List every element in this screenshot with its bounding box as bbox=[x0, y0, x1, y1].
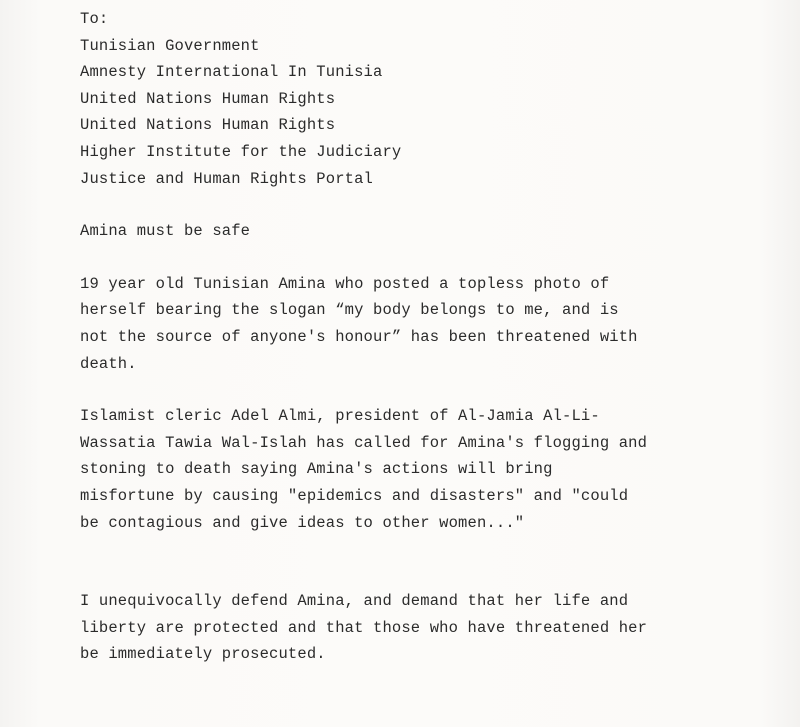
recipient-line: Justice and Human Rights Portal bbox=[80, 169, 373, 188]
subject-line: Amina must be safe bbox=[80, 222, 251, 241]
recipient-line: United Nations Human Rights bbox=[80, 89, 336, 108]
recipient-line: Higher Institute for the Judiciary bbox=[80, 142, 402, 161]
address-block bbox=[80, 6, 760, 192]
paragraph-line: herself bearing the slogan “my body belongs to me, and is bbox=[80, 301, 619, 320]
subject-block bbox=[80, 218, 760, 245]
paragraph-line: not the source of anyone's honour” has been threatened with bbox=[80, 327, 638, 346]
paragraph-line: liberty are protected and that those who have threatened her bbox=[80, 618, 648, 637]
to-label: To: bbox=[80, 10, 109, 28]
paragraph-1 bbox=[80, 271, 760, 377]
paragraph-line: 19 year old Tunisian Amina who posted a topless photo of bbox=[80, 274, 610, 293]
paragraph-2 bbox=[80, 403, 760, 536]
paragraph-line: be immediately prosecuted. bbox=[80, 645, 326, 664]
recipient-line: Amnesty International In Tunisia bbox=[80, 63, 383, 82]
letter-body bbox=[80, 6, 760, 668]
recipient-line: United Nations Human Rights bbox=[80, 116, 336, 135]
paragraph-3 bbox=[80, 588, 760, 668]
paragraph-line: Islamist cleric Adel Almi, president of Al-Jamia Al-Li- bbox=[80, 407, 600, 426]
paragraph-line: be contagious and give ideas to other women..." bbox=[80, 513, 525, 532]
paragraph-line: stoning to death saying Amina's actions will bring bbox=[80, 460, 553, 479]
paragraph-line: I unequivocally defend Amina, and demand that her life and bbox=[80, 592, 629, 611]
paragraph-line: Wassatia Tawia Wal-Islah has called for Amina's flogging and bbox=[80, 433, 648, 452]
paragraph-line: death. bbox=[80, 354, 137, 373]
paragraph-line: misfortune by causing "epidemics and disasters" and "could bbox=[80, 486, 629, 505]
recipient-line: Tunisian Government bbox=[80, 36, 260, 55]
